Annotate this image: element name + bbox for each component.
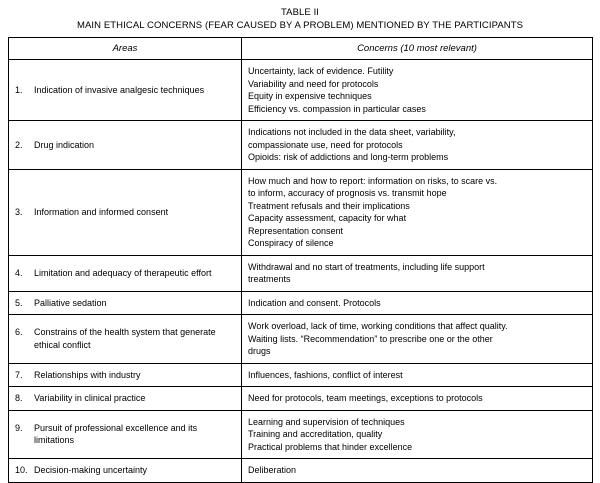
area-label: Pursuit of professional excellence and its limitations [34, 422, 198, 446]
area-cell [9, 255, 242, 291]
concern-line: Withdrawal and no start of treatments, including life support [248, 261, 485, 272]
row-number: 9. [15, 422, 23, 433]
concern-line: Work overload, lack of time, working conditions that affect quality. [248, 321, 508, 331]
area-cell [9, 60, 242, 121]
row-number: 10. [15, 465, 28, 475]
area-cell [9, 291, 242, 315]
concern-line: Deliberation [248, 465, 297, 475]
concern-line: Indication and consent. Protocols [248, 297, 381, 308]
concern-line: Conspiracy of silence [248, 238, 334, 248]
concerns-cell [242, 410, 593, 459]
area-cell [9, 363, 242, 387]
table-row [9, 169, 593, 255]
concern-line: Practical problems that hinder excellence [248, 441, 413, 452]
concern-line: Treatment refusals and their implications [248, 200, 410, 211]
concern-line: Efficiency vs. compassion in particular cases [248, 103, 426, 114]
table-row [9, 291, 593, 315]
table-row [9, 410, 593, 459]
area-label: Relationships with industry [34, 369, 141, 380]
area-label: Indication of invasive analgesic techniques [34, 84, 205, 95]
row-number: 1. [15, 84, 23, 95]
area-cell [9, 387, 242, 411]
concern-line: Need for protocols, team meetings, exceptions to protocols [248, 393, 483, 403]
table-row [9, 60, 593, 121]
concern-line: Indications not included in the data sheet, variability, [248, 127, 456, 137]
concern-line: Uncertainty, lack of evidence. Futility [248, 66, 394, 76]
concern-line: Representation consent [248, 225, 344, 236]
row-number: 2. [15, 139, 23, 150]
table-header-row [9, 38, 593, 60]
concern-line: Equity in expensive techniques [248, 91, 372, 101]
column-header-areas: Areas [9, 38, 242, 60]
concern-line: treatments [248, 274, 291, 284]
row-number: 7. [15, 369, 23, 380]
area-cell [9, 169, 242, 255]
area-label: Variability in clinical practice [34, 393, 146, 403]
concern-line: How much and how to report: information on risks, to scare vs. [248, 175, 498, 186]
column-header-concerns: Concerns (10 most relevant) [242, 38, 593, 60]
concern-line: Learning and supervision of techniques [248, 416, 405, 427]
concerns-cell [242, 169, 593, 255]
area-cell [9, 121, 242, 170]
concern-line: Training and accreditation, quality [248, 429, 383, 439]
concern-line: Influences, fashions, conflict of interest [248, 369, 403, 380]
table-caption [8, 6, 592, 32]
row-number: 6. [15, 327, 23, 338]
table-row [9, 387, 593, 411]
area-cell [9, 459, 242, 483]
table-row [9, 255, 593, 291]
row-number: 4. [15, 267, 23, 278]
table-row [9, 459, 593, 483]
area-label: Information and informed consent [34, 206, 169, 217]
concerns-cell [242, 291, 593, 315]
concerns-cell [242, 363, 593, 387]
row-number: 5. [15, 297, 23, 308]
table-row [9, 363, 593, 387]
row-number: 8. [15, 393, 23, 403]
area-label: Drug indication [34, 139, 95, 150]
area-cell [9, 315, 242, 364]
concern-line: Variability and need for protocols [248, 78, 379, 89]
row-number: 3. [15, 206, 23, 217]
area-label: Constrains of the health system that generate ethical conflict [34, 327, 216, 350]
table-row [9, 315, 593, 364]
area-cell [9, 410, 242, 459]
concerns-cell [242, 255, 593, 291]
concerns-cell [242, 60, 593, 121]
concern-line: Waiting lists. “Recommendation” to prescribe one or the other [248, 333, 493, 344]
area-label: Limitation and adequacy of therapeutic effort [34, 267, 212, 278]
concern-line: to inform, accuracy of prognosis vs. transmit hope [248, 188, 447, 198]
concern-line: compassionate use, need for protocols [248, 139, 403, 150]
area-label: Decision-making uncertainty [34, 465, 148, 475]
concern-line: Capacity assessment, capacity for what [248, 213, 407, 223]
concern-line: drugs [248, 346, 271, 356]
table-number: TABLE II [280, 7, 320, 18]
area-label: Palliative sedation [34, 297, 107, 308]
table-row [9, 121, 593, 170]
concerns-cell [242, 121, 593, 170]
concerns-cell [242, 459, 593, 483]
concerns-cell [242, 387, 593, 411]
concern-line: Opioids: risk of addictions and long-term problems [248, 152, 449, 162]
concerns-cell [242, 315, 593, 364]
table-title: MAIN ETHICAL CONCERNS (FEAR CAUSED BY A PROBLEM) MENTIONED BY THE PARTICIPANTS [76, 20, 524, 31]
ethical-concerns-table [8, 37, 593, 483]
